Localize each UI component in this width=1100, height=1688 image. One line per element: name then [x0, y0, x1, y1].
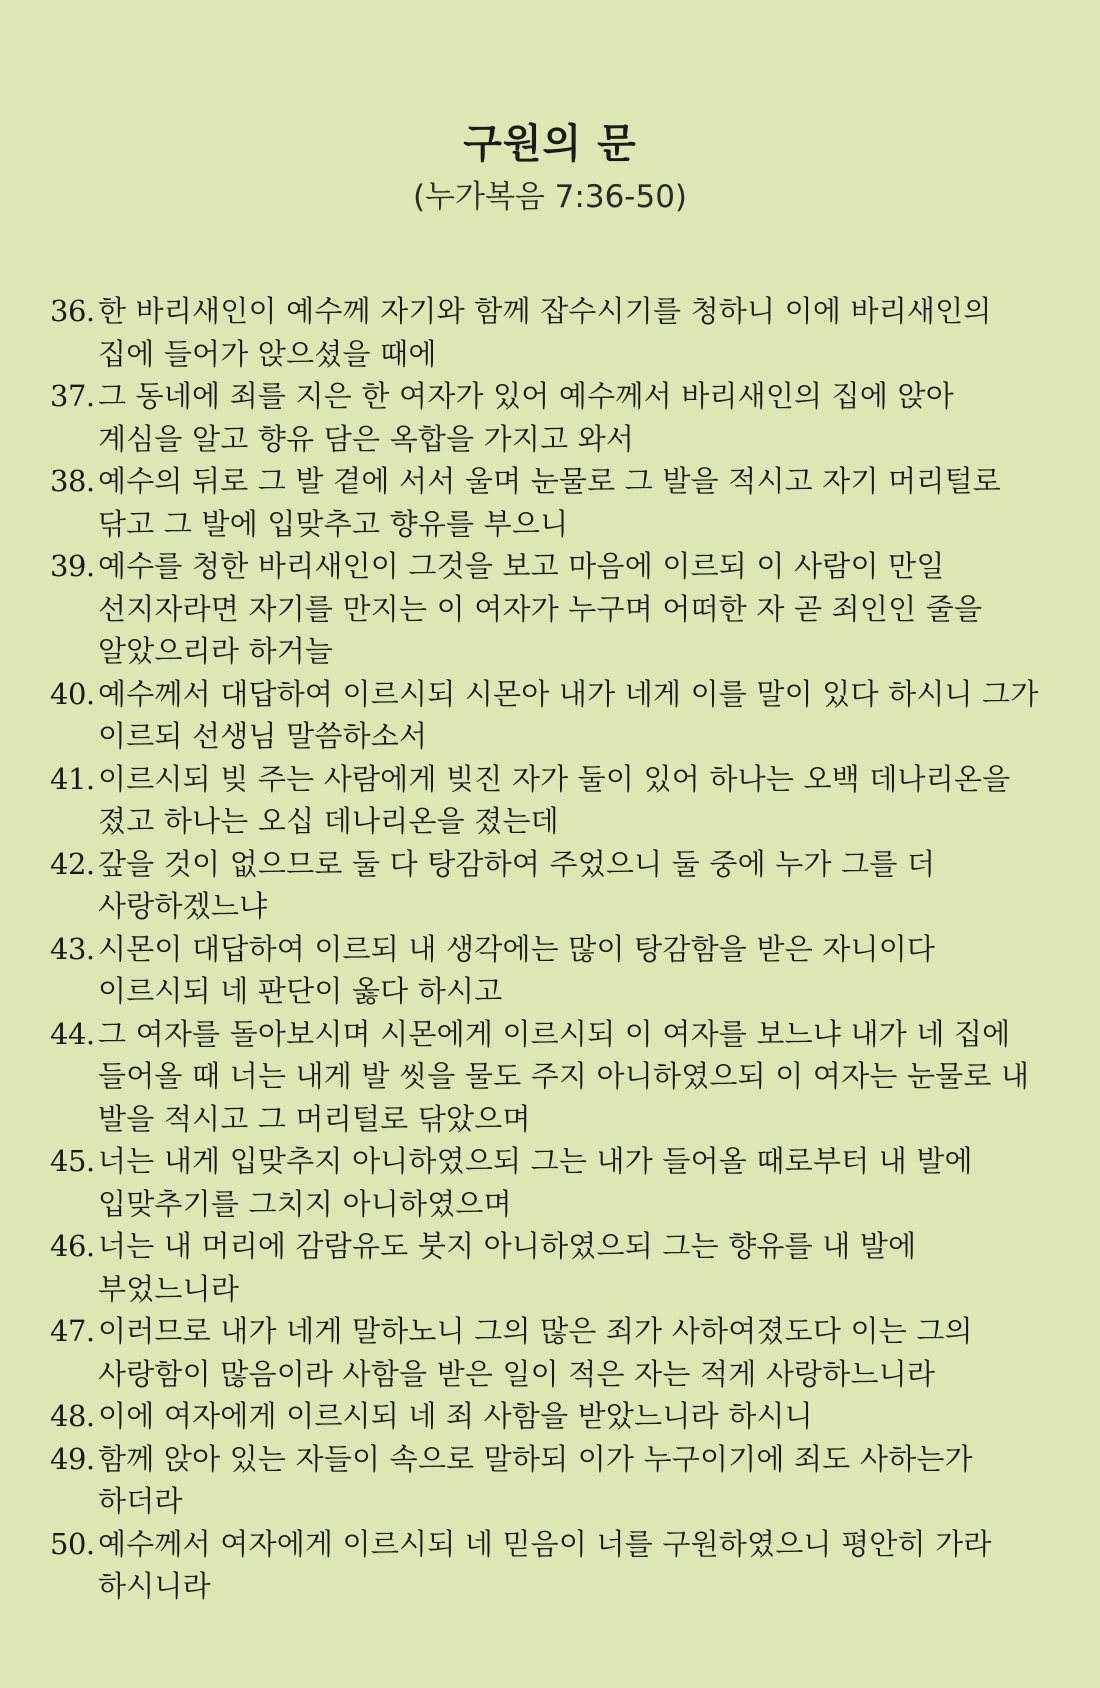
verse-text: 예수의 뒤로 그 발 곁에 서서 울며 눈물로 그 발을 적시고 자기 머리털로 닦고 그 발에 입맞추고 향유를 부으니	[98, 464, 1002, 541]
verse-text: 이에 여자에게 이르시되 네 죄 사함을 받았느니라 하시니	[98, 1399, 813, 1433]
verse-text: 한 바리새인이 예수께 자기와 함께 잡수시기를 청하니 이에 바리새인의 집에 들어가 앉으셨을 때에	[98, 294, 992, 371]
verse-number: 41.	[50, 761, 95, 796]
verse-text: 갚을 것이 없으므로 둘 다 탕감하여 주었으니 둘 중에 누가 그를 더 사랑하겠느냐	[98, 846, 936, 923]
verse-text: 그 여자를 돌아보시며 시몬에게 이르시되 이 여자를 보느냐 내가 네 집에 들어올 때 너는 내게 발 씻을 물도 주지 아니하였으되 이 여자는 눈물로 내 발을 적시고 그 머리털로 닦았으며	[98, 1016, 1030, 1136]
verse-item	[50, 843, 1040, 928]
verse-item	[50, 1523, 1040, 1608]
verse-list	[50, 290, 1040, 1608]
verse-number: 36.	[50, 294, 95, 328]
verse-item	[50, 1225, 1040, 1310]
verse-number: 49.	[50, 1441, 95, 1476]
verse-number: 48.	[50, 1399, 95, 1433]
verse-text: 함께 앉아 있는 자들이 속으로 말하되 이가 누구이기에 죄도 사하는가 하더라	[98, 1441, 973, 1518]
verse-item	[50, 1395, 1040, 1438]
verse-number: 42.	[50, 846, 95, 881]
verse-text: 이러므로 내가 네게 말하노니 그의 많은 죄가 사하여졌도다 이는 그의 사랑함이 많음이라 사함을 받은 일이 적은 자는 적게 사랑하느니라	[98, 1314, 973, 1391]
verse-item	[50, 1013, 1040, 1141]
verse-number: 37.	[50, 379, 95, 413]
verse-number: 45.	[50, 1144, 95, 1178]
verse-number: 44.	[50, 1016, 95, 1051]
verse-number: 50.	[50, 1526, 95, 1561]
verse-item	[50, 673, 1040, 758]
verse-text: 너는 내 머리에 감람유도 붓지 아니하였으되 그는 향유를 내 발에 부었느니라	[98, 1229, 917, 1306]
verse-number: 47.	[50, 1314, 95, 1348]
verse-text: 이르시되 빚 주는 사람에게 빚진 자가 둘이 있어 하나는 오백 데나리온을 졌고 하나는 오십 데나리온을 졌는데	[98, 761, 1011, 838]
verse-item	[50, 290, 1040, 375]
verse-number: 38.	[50, 464, 95, 498]
verse-text: 예수께서 여자에게 이르시되 네 믿음이 너를 구원하였으니 평안히 가라 하시니라	[98, 1526, 992, 1603]
verse-item	[50, 758, 1040, 843]
verse-item	[50, 375, 1040, 460]
verse-number: 43.	[50, 931, 95, 966]
verse-item	[50, 545, 1040, 673]
scripture-reference: (누가복음 7:36-50)	[412, 179, 688, 215]
verse-text: 너는 내게 입맞추지 아니하였으되 그는 내가 들어올 때로부터 내 발에 입맞추기를 그치지 아니하였으며	[98, 1144, 973, 1221]
verse-number: 46.	[50, 1229, 95, 1263]
verse-item	[50, 1140, 1040, 1225]
verse-item	[50, 1438, 1040, 1523]
verse-text: 예수께서 대답하여 이르시되 시몬아 내가 네게 이를 말이 있다 하시니 그가 이르되 선생님 말씀하소서	[98, 676, 1039, 753]
verse-number: 40.	[50, 676, 95, 711]
verse-item	[50, 1310, 1040, 1395]
verse-number: 39.	[50, 549, 95, 583]
verse-text: 그 동네에 죄를 지은 한 여자가 있어 예수께서 바리새인의 집에 앉아 계심을 알고 향유 담은 옥합을 가지고 와서	[98, 379, 954, 456]
verse-item	[50, 460, 1040, 545]
verse-text: 시몬이 대답하여 이르되 내 생각에는 많이 탕감함을 받은 자니이다 이르시되 네 판단이 옳다 하시고	[98, 931, 936, 1008]
verse-text: 예수를 청한 바리새인이 그것을 보고 마음에 이르되 이 사람이 만일 선지자라면 자기를 만지는 이 여자가 누구며 어떠한 자 곧 죄인인 줄을 알았으리라 하거늘	[98, 549, 983, 668]
page-title: 구원의 문	[463, 121, 637, 167]
verse-item	[50, 928, 1040, 1013]
